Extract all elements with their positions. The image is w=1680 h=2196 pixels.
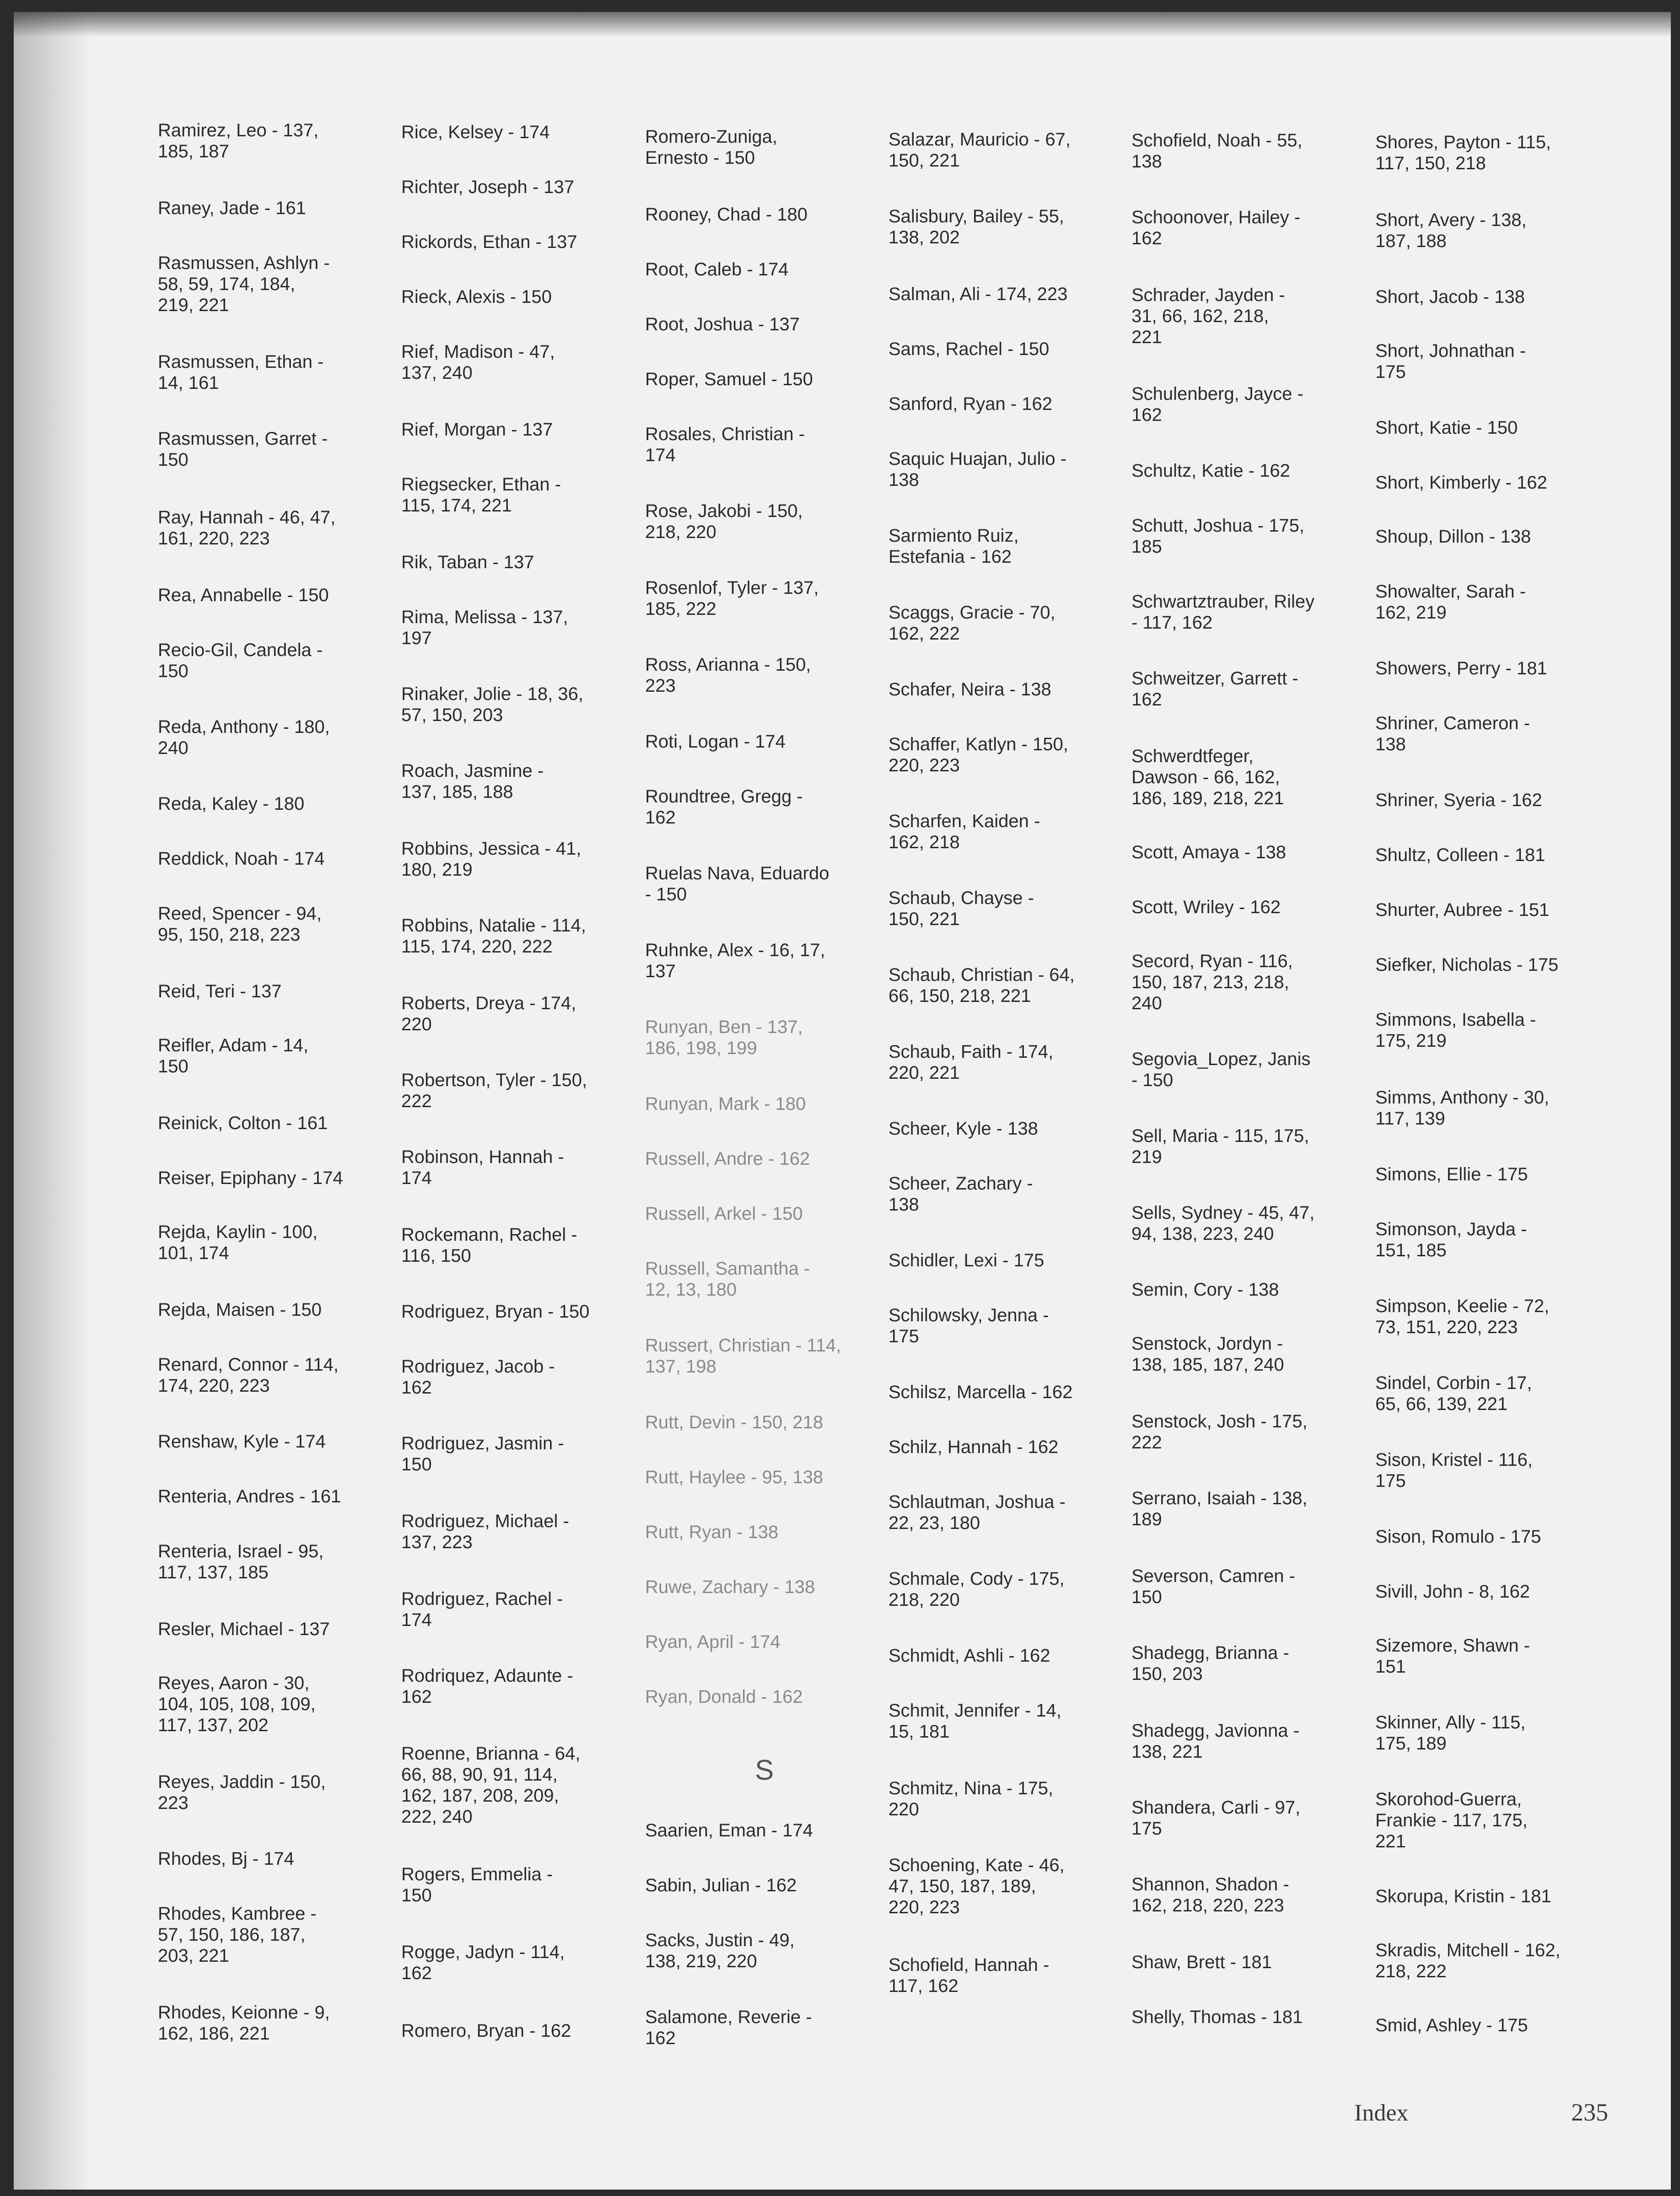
index-entry: Schilz, Hannah - 162	[888, 1437, 1059, 1457]
index-entry: Renard, Connor - 114, 174, 220, 223	[158, 1355, 339, 1396]
index-entry: Schaffer, Katlyn - 150, 220, 223	[888, 734, 1068, 775]
index-entry: Rickords, Ethan - 137	[401, 232, 577, 252]
index-entry: Sison, Kristel - 116, 175	[1375, 1450, 1533, 1491]
index-entry: Schoening, Kate - 46, 47, 150, 187, 189, 220, 223	[888, 1855, 1065, 1917]
index-entry: Roti, Logan - 174	[645, 732, 786, 752]
index-entry: Rinaker, Jolie - 18, 36, 57, 150, 203	[401, 684, 583, 725]
index-entry: Skorohod-Guerra, Frankie - 117, 175, 221	[1375, 1789, 1528, 1852]
index-entry: Saarien, Eman - 174	[645, 1820, 813, 1841]
index-entry: Schafer, Neira - 138	[888, 679, 1051, 700]
index-entry: Renshaw, Kyle - 174	[158, 1432, 326, 1452]
index-entry: Scott, Wriley - 162	[1131, 897, 1281, 917]
index-entry: Schilsz, Marcella - 162	[888, 1382, 1073, 1402]
index-entry: Schaub, Chayse - 150, 221	[888, 888, 1034, 929]
index-entry: Rose, Jakobi - 150, 218, 220	[645, 501, 803, 542]
index-entry: Skinner, Ally - 115, 175, 189	[1375, 1712, 1526, 1754]
index-entry: Russell, Andre - 162	[645, 1149, 810, 1169]
index-entry: Sacks, Justin - 49, 138, 219, 220	[645, 1930, 795, 1971]
index-entry: Riegsecker, Ethan - 115, 174, 221	[401, 474, 561, 516]
index-entry: Senstock, Josh - 175, 222	[1131, 1411, 1308, 1453]
index-entry: Scheer, Kyle - 138	[888, 1119, 1038, 1139]
index-entry: Senstock, Jordyn - 138, 185, 187, 240	[1131, 1334, 1284, 1375]
index-entry: Shurter, Aubree - 151	[1375, 900, 1550, 920]
index-entry: Schofield, Hannah - 117, 162	[888, 1955, 1050, 1996]
index-entry: Russert, Christian - 114, 137, 198	[645, 1335, 841, 1377]
index-entry: Rutt, Ryan - 138	[645, 1522, 779, 1542]
index-entry: Shriner, Syeria - 162	[1375, 790, 1542, 810]
index-entry: Schultz, Katie - 162	[1131, 461, 1290, 481]
index-entry: Sison, Romulo - 175	[1375, 1527, 1541, 1547]
index-entry: Reid, Teri - 137	[158, 981, 282, 1001]
index-entry: Shadegg, Javionna - 138, 221	[1131, 1721, 1299, 1762]
index-entry: Root, Caleb - 174	[645, 259, 789, 280]
index-entry: Ruhnke, Alex - 16, 17, 137	[645, 940, 825, 981]
index-entry: Sanford, Ryan - 162	[888, 394, 1052, 414]
index-entry: Reyes, Aaron - 30, 104, 105, 108, 109, 117, 137, 202	[158, 1673, 316, 1735]
index-entry: Saquic Huajan, Julio - 138	[888, 449, 1067, 490]
index-entry: Schulenberg, Jayce - 162	[1131, 384, 1303, 425]
index-entry: Reiser, Epiphany - 174	[158, 1168, 343, 1188]
index-entry: Scheer, Zachary - 138	[888, 1173, 1033, 1215]
index-entry: Sabin, Julian - 162	[645, 1875, 797, 1895]
index-entry: Segovia_Lopez, Janis - 150	[1131, 1049, 1311, 1090]
index-entry: Schmale, Cody - 175, 218, 220	[888, 1569, 1065, 1610]
index-entry: Schaub, Christian - 64, 66, 150, 218, 221	[888, 965, 1075, 1006]
index-entry: Shadegg, Brianna - 150, 203	[1131, 1643, 1289, 1684]
index-entry: Shannon, Shadon - 162, 218, 220, 223	[1131, 1874, 1289, 1916]
index-entry: Rodriguez, Michael - 137, 223	[401, 1511, 569, 1552]
index-entry: Schutt, Joshua - 175, 185	[1131, 516, 1305, 557]
index-entry: Schilowsky, Jenna - 175	[888, 1305, 1049, 1346]
index-entry: Runyan, Ben - 137, 186, 198, 199	[645, 1017, 803, 1058]
index-entry: Rima, Melissa - 137, 197	[401, 607, 568, 648]
index-entry: Secord, Ryan - 116, 150, 187, 213, 218, 240	[1131, 951, 1293, 1013]
index-entry: Robertson, Tyler - 150, 222	[401, 1070, 587, 1111]
index-entry: Shandera, Carli - 97, 175	[1131, 1798, 1301, 1839]
index-entry: Sizemore, Shawn - 151	[1375, 1636, 1530, 1677]
index-entry: Reda, Anthony - 180, 240	[158, 717, 330, 758]
index-entry: Rodriguez, Rachel - 174	[401, 1589, 563, 1630]
index-entry: Root, Joshua - 137	[645, 314, 800, 334]
index-entry: Schidler, Lexi - 175	[888, 1250, 1045, 1270]
index-entry: Showers, Perry - 181	[1375, 658, 1547, 678]
index-entry: Short, Katie - 150	[1375, 418, 1518, 438]
page-number: 235	[1571, 2099, 1608, 2126]
index-entry: Ruelas Nava, Eduardo - 150	[645, 863, 829, 904]
index-entry: Siefker, Nicholas - 175	[1375, 955, 1559, 975]
index-entry: Raney, Jade - 161	[158, 198, 306, 218]
index-entry: Schrader, Jayden - 31, 66, 162, 218, 221	[1131, 285, 1285, 347]
section-letter-heading: S	[755, 1755, 774, 1786]
index-entry: Reddick, Noah - 174	[158, 849, 325, 869]
index-entry: Sell, Maria - 115, 175, 219	[1131, 1126, 1309, 1167]
index-entry: Schmidt, Ashli - 162	[888, 1646, 1050, 1666]
index-entry: Roenne, Brianna - 64, 66, 88, 90, 91, 114, 162, 187, 208, 209, 222, 240	[401, 1744, 581, 1827]
index-entry: Scott, Amaya - 138	[1131, 842, 1286, 862]
index-entry: Rik, Taban - 137	[401, 552, 534, 572]
index-entry: Russell, Arkel - 150	[645, 1204, 803, 1224]
index-entry: Rhodes, Bj - 174	[158, 1849, 294, 1869]
index-entry: Rejda, Kaylin - 100, 101, 174	[158, 1222, 318, 1263]
index-entry: Salisbury, Bailey - 55, 138, 202	[888, 206, 1064, 248]
index-entry: Shores, Payton - 115, 117, 150, 218	[1375, 132, 1551, 173]
index-entry: Rosenlof, Tyler - 137, 185, 222	[645, 578, 819, 619]
index-entry: Rutt, Haylee - 95, 138	[645, 1467, 824, 1487]
index-entry: Rodriguez, Jacob - 162	[401, 1356, 555, 1398]
index-entry: Reifler, Adam - 14, 150	[158, 1035, 309, 1076]
index-entry: Severson, Camren - 150	[1131, 1566, 1295, 1607]
index-column-4	[888, 12, 1117, 2190]
index-entry: Schwerdtfeger, Dawson - 66, 162, 186, 189, 218, 221	[1131, 746, 1284, 808]
index-entry: Rooney, Chad - 180	[645, 205, 808, 225]
index-column-6	[1375, 12, 1604, 2190]
section-label: Index	[1354, 2100, 1409, 2126]
index-entry: Sivill, John - 8, 162	[1375, 1582, 1530, 1602]
index-column-2	[401, 12, 630, 2190]
index-entry: Short, Jacob - 138	[1375, 287, 1525, 307]
index-entry: Ray, Hannah - 46, 47, 161, 220, 223	[158, 507, 336, 549]
index-entry: Shriner, Cameron - 138	[1375, 713, 1530, 754]
index-entry: Schoonover, Hailey - 162	[1131, 207, 1301, 248]
index-entry: Ryan, April - 174	[645, 1632, 781, 1652]
index-entry: Schofield, Noah - 55, 138	[1131, 130, 1303, 172]
index-entry: Schweitzer, Garrett - 162	[1131, 668, 1298, 710]
index-entry: Renteria, Andres - 161	[158, 1486, 341, 1507]
index-entry: Simons, Ellie - 175	[1375, 1164, 1528, 1184]
index-entry: Shelly, Thomas - 181	[1131, 2007, 1303, 2027]
index-entry: Reyes, Jaddin - 150, 223	[158, 1772, 326, 1813]
index-entry: Showalter, Sarah - 162, 219	[1375, 581, 1526, 623]
page-spine-shadow	[14, 12, 92, 2190]
index-entry: Serrano, Isaiah - 138, 189	[1131, 1488, 1308, 1529]
index-entry: Short, Johnathan - 175	[1375, 341, 1526, 382]
index-entry: Rief, Morgan - 137	[401, 420, 553, 440]
index-entry: Shultz, Colleen - 181	[1375, 845, 1545, 865]
index-entry: Simpson, Keelie - 72, 73, 151, 220, 223	[1375, 1296, 1550, 1337]
index-entry: Reinick, Colton - 161	[158, 1113, 328, 1133]
index-entry: Short, Kimberly - 162	[1375, 473, 1547, 493]
index-entry: Rief, Madison - 47, 137, 240	[401, 342, 555, 383]
index-entry: Ramirez, Leo - 137, 185, 187	[158, 120, 319, 161]
index-entry: Rodriguez, Bryan - 150	[401, 1302, 590, 1322]
index-entry: Resler, Michael - 137	[158, 1619, 330, 1639]
index-entry: Rhodes, Keionne - 9, 162, 186, 221	[158, 2002, 330, 2044]
index-entry: Sams, Rachel - 150	[888, 339, 1050, 359]
index-entry: Rasmussen, Garret - 150	[158, 429, 328, 470]
index-entry: Russell, Samantha - 12, 13, 180	[645, 1259, 810, 1300]
index-column-5	[1131, 12, 1360, 2190]
index-entry: Sindel, Corbin - 17, 65, 66, 139, 221	[1375, 1373, 1532, 1414]
index-entry: Robbins, Natalie - 114, 115, 174, 220, 222	[401, 915, 586, 957]
index-entry: Scharfen, Kaiden - 162, 218	[888, 811, 1040, 852]
index-entry: Salamone, Reverie - 162	[645, 2007, 812, 2048]
index-entry: Rasmussen, Ethan - 14, 161	[158, 352, 324, 393]
index-entry: Simms, Anthony - 30, 117, 139	[1375, 1087, 1550, 1129]
index-entry: Sells, Sydney - 45, 47, 94, 138, 223, 240	[1131, 1203, 1315, 1244]
index-entry: Schaub, Faith - 174, 220, 221	[888, 1042, 1054, 1083]
index-entry: Simonson, Jayda - 151, 185	[1375, 1219, 1527, 1260]
index-entry: Schwartztrauber, Riley - 117, 162	[1131, 592, 1315, 633]
index-entry: Robinson, Hannah - 174	[401, 1147, 564, 1188]
index-entry: Salman, Ali - 174, 223	[888, 284, 1068, 304]
index-entry: Ryan, Donald - 162	[645, 1687, 803, 1707]
index-entry: Rhodes, Kambree - 57, 150, 186, 187, 203, 221	[158, 1904, 317, 1966]
index-entry: Semin, Cory - 138	[1131, 1280, 1279, 1300]
index-entry: Schlautman, Joshua - 22, 23, 180	[888, 1492, 1066, 1533]
index-entry: Ruwe, Zachary - 138	[645, 1577, 815, 1597]
index-entry: Skradis, Mitchell - 162, 218, 222	[1375, 1940, 1561, 1981]
index-entry: Salazar, Mauricio - 67, 150, 221	[888, 129, 1071, 171]
index-column-1	[158, 12, 387, 2190]
index-entry: Roper, Samuel - 150	[645, 369, 813, 389]
index-entry: Skorupa, Kristin - 181	[1375, 1886, 1551, 1906]
index-entry: Renteria, Israel - 95, 117, 137, 185	[158, 1541, 324, 1582]
index-entry: Rutt, Devin - 150, 218	[645, 1412, 824, 1432]
index-column-3	[645, 12, 874, 2190]
index-entry: Roberts, Dreya - 174, 220	[401, 993, 576, 1034]
index-entry: Robbins, Jessica - 41, 180, 219	[401, 839, 582, 880]
index-entry: Romero, Bryan - 162	[401, 2021, 571, 2041]
index-entry: Smid, Ashley - 175	[1375, 2015, 1528, 2035]
index-entry: Reda, Kaley - 180	[158, 794, 305, 814]
index-entry: Rieck, Alexis - 150	[401, 287, 552, 307]
index-entry: Short, Avery - 138, 187, 188	[1375, 210, 1527, 251]
index-entry: Rogge, Jadyn - 114, 162	[401, 1942, 565, 1983]
index-entry: Rodriguez, Jasmin - 150	[401, 1433, 564, 1475]
index-entry: Romero-Zuniga, Ernesto - 150	[645, 127, 778, 168]
index-entry: Rice, Kelsey - 174	[401, 122, 550, 142]
index-entry: Rasmussen, Ashlyn - 58, 59, 174, 184, 219, 221	[158, 253, 330, 315]
index-entry: Recio-Gil, Candela - 150	[158, 640, 323, 681]
index-entry: Schmit, Jennifer - 14, 15, 181	[888, 1701, 1061, 1742]
index-entry: Sarmiento Ruiz, Estefania - 162	[888, 526, 1019, 567]
index-entry: Roundtree, Gregg - 162	[645, 786, 803, 828]
index-entry: Ross, Arianna - 150, 223	[645, 655, 811, 696]
index-entry: Reed, Spencer - 94, 95, 150, 218, 223	[158, 904, 322, 945]
index-entry: Rejda, Maisen - 150	[158, 1300, 322, 1320]
index-entry: Rosales, Christian - 174	[645, 424, 805, 465]
index-entry: Rea, Annabelle - 150	[158, 585, 329, 605]
index-entry: Shaw, Brett - 181	[1131, 1952, 1272, 1972]
index-entry: Richter, Joseph - 137	[401, 177, 574, 197]
index-entry: Rockemann, Rachel - 116, 150	[401, 1225, 577, 1266]
index-entry: Shoup, Dillon - 138	[1375, 527, 1531, 547]
index-page	[14, 12, 1671, 2190]
index-entry: Roach, Jasmine - 137, 185, 188	[401, 761, 544, 802]
index-entry: Simmons, Isabella - 175, 219	[1375, 1010, 1536, 1051]
index-entry: Rodriquez, Adaunte - 162	[401, 1666, 573, 1707]
index-entry: Rogers, Emmelia - 150	[401, 1864, 553, 1905]
index-entry: Schmitz, Nina - 175, 220	[888, 1778, 1054, 1819]
index-entry: Scaggs, Gracie - 70, 162, 222	[888, 603, 1055, 644]
index-entry: Runyan, Mark - 180	[645, 1094, 806, 1114]
